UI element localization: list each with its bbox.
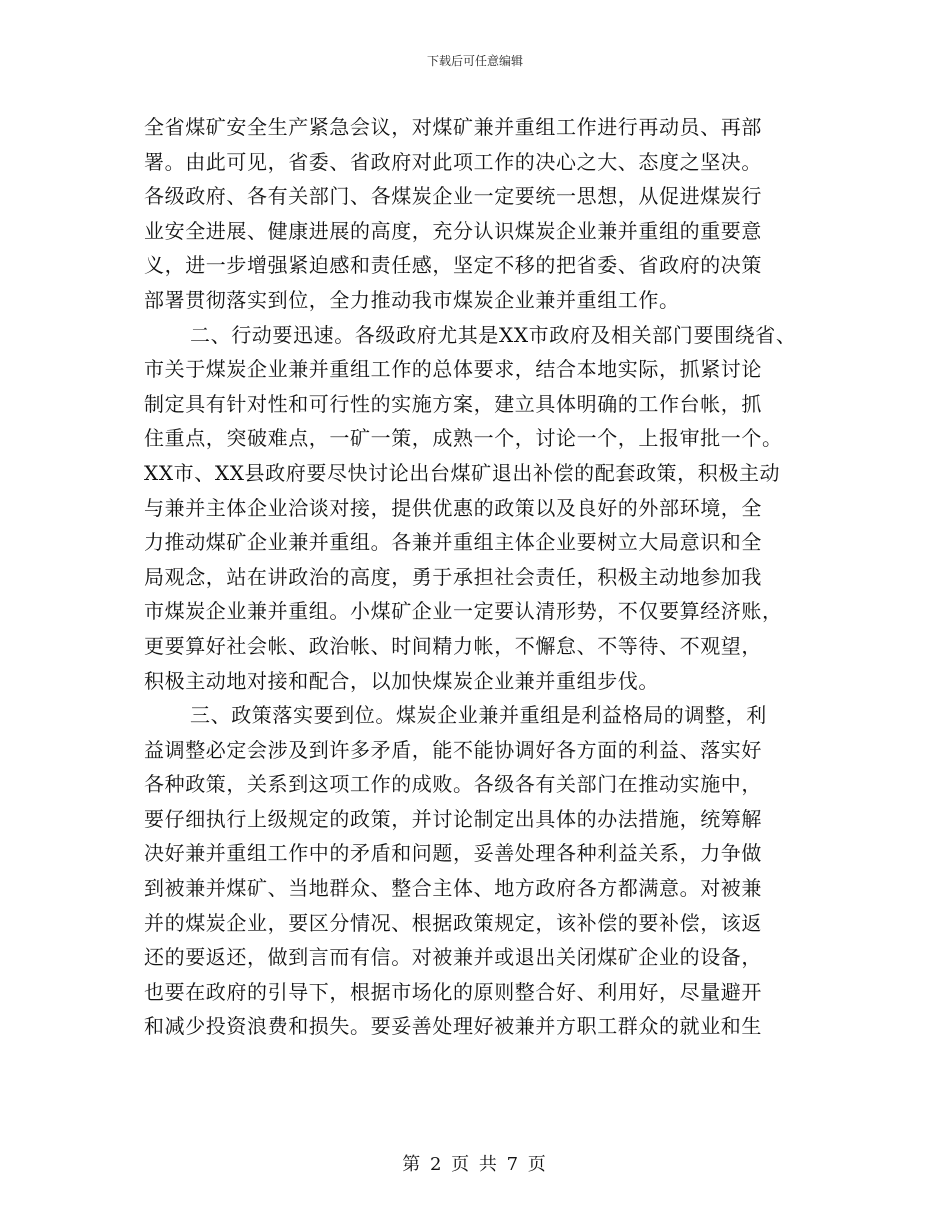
- text-line: 住重点，突破难点，一矿一策，成熟一个，讨论一个，上报审批一个。: [144, 426, 783, 451]
- page-header: 下载后可任意编辑: [426, 54, 523, 68]
- text-line: 益调整必定会涉及到许多矛盾，能不能协调好各方面的利益、落实好: [144, 737, 762, 762]
- text-line: 和减少投资浪费和损失。要妥善处理好被兼并方职工群众的就业和生: [144, 1014, 762, 1039]
- text-line: 部署贯彻落实到位，全力推动我市煤炭企业兼并重组工作。: [144, 287, 680, 312]
- text-line: 署。由此可见，省委、省政府对此项工作的决心之大、态度之坚决。: [144, 149, 762, 174]
- text-line: XX市、XX县政府要尽快讨论出台煤矿退出补偿的配套政策，积极主动: [144, 460, 781, 485]
- text-line: 全省煤矿安全生产紧急会议，对煤矿兼并重组工作进行再动员、再部: [144, 115, 762, 139]
- paragraph-start-line: 二、行动要迅速。各级政府尤其是XX市政府及相关部门要围绕省、: [190, 322, 797, 347]
- text-line: 决好兼并重组工作中的矛盾和问题，妥善处理各种利益关系，力争做: [144, 841, 762, 866]
- text-line: 市煤炭企业兼并重组。小煤矿企业一定要认清形势，不仅要算经济账，: [144, 599, 783, 624]
- text-line: 局观念，站在讲政治的高度，勇于承担社会责任，积极主动地参加我: [144, 564, 762, 589]
- text-line: 并的煤炭企业，要区分情况、根据政策规定，该补偿的要补偿，该返: [144, 910, 762, 935]
- text-line: 各级政府、各有关部门、各煤炭企业一定要统一思想，从促进煤炭行: [144, 184, 762, 209]
- text-line: 也要在政府的引导下，根据市场化的原则整合好、利用好，尽量避开: [144, 979, 762, 1004]
- document-body: [144, 110, 824, 1044]
- paragraph-start-line: 三、政策落实要到位。煤炭企业兼并重组是利益格局的调整，利: [190, 703, 767, 728]
- text-line: 要仔细执行上级规定的政策，并讨论制定出具体的办法措施，统筹解: [144, 806, 762, 831]
- page-footer: 第 2 页 共 7 页: [402, 1154, 548, 1175]
- text-line: 与兼并主体企业洽谈对接，提供优惠的政策以及良好的外部环境，全: [144, 495, 762, 520]
- text-line: 还的要返还，做到言而有信。对被兼并或退出关闭煤矿企业的设备，: [144, 945, 762, 970]
- text-line: 积极主动地对接和配合，以加快煤炭企业兼并重组步伐。: [144, 668, 659, 693]
- text-line: 更要算好社会帐、政治帐、时间精力帐，不懈怠、不等待、不观望，: [144, 633, 762, 658]
- text-line: 到被兼并煤矿、当地群众、整合主体、地方政府各方都满意。对被兼: [144, 876, 762, 901]
- text-line: 义，进一步增强紧迫感和责任感，坚定不移的把省委、省政府的决策: [144, 253, 762, 278]
- text-line: 制定具有针对性和可行性的实施方案，建立具体明确的工作台帐，抓: [144, 391, 762, 416]
- text-line: 力推动煤矿企业兼并重组。各兼并重组主体企业要树立大局意识和全: [144, 530, 762, 555]
- text-line: 市关于煤炭企业兼并重组工作的总体要求，结合本地实际，抓紧讨论: [144, 357, 762, 382]
- text-line: 业安全进展、健康进展的高度，充分认识煤炭企业兼并重组的重要意: [144, 218, 762, 243]
- text-line: 各种政策，关系到这项工作的成败。各级各有关部门在推动实施中，: [144, 772, 762, 797]
